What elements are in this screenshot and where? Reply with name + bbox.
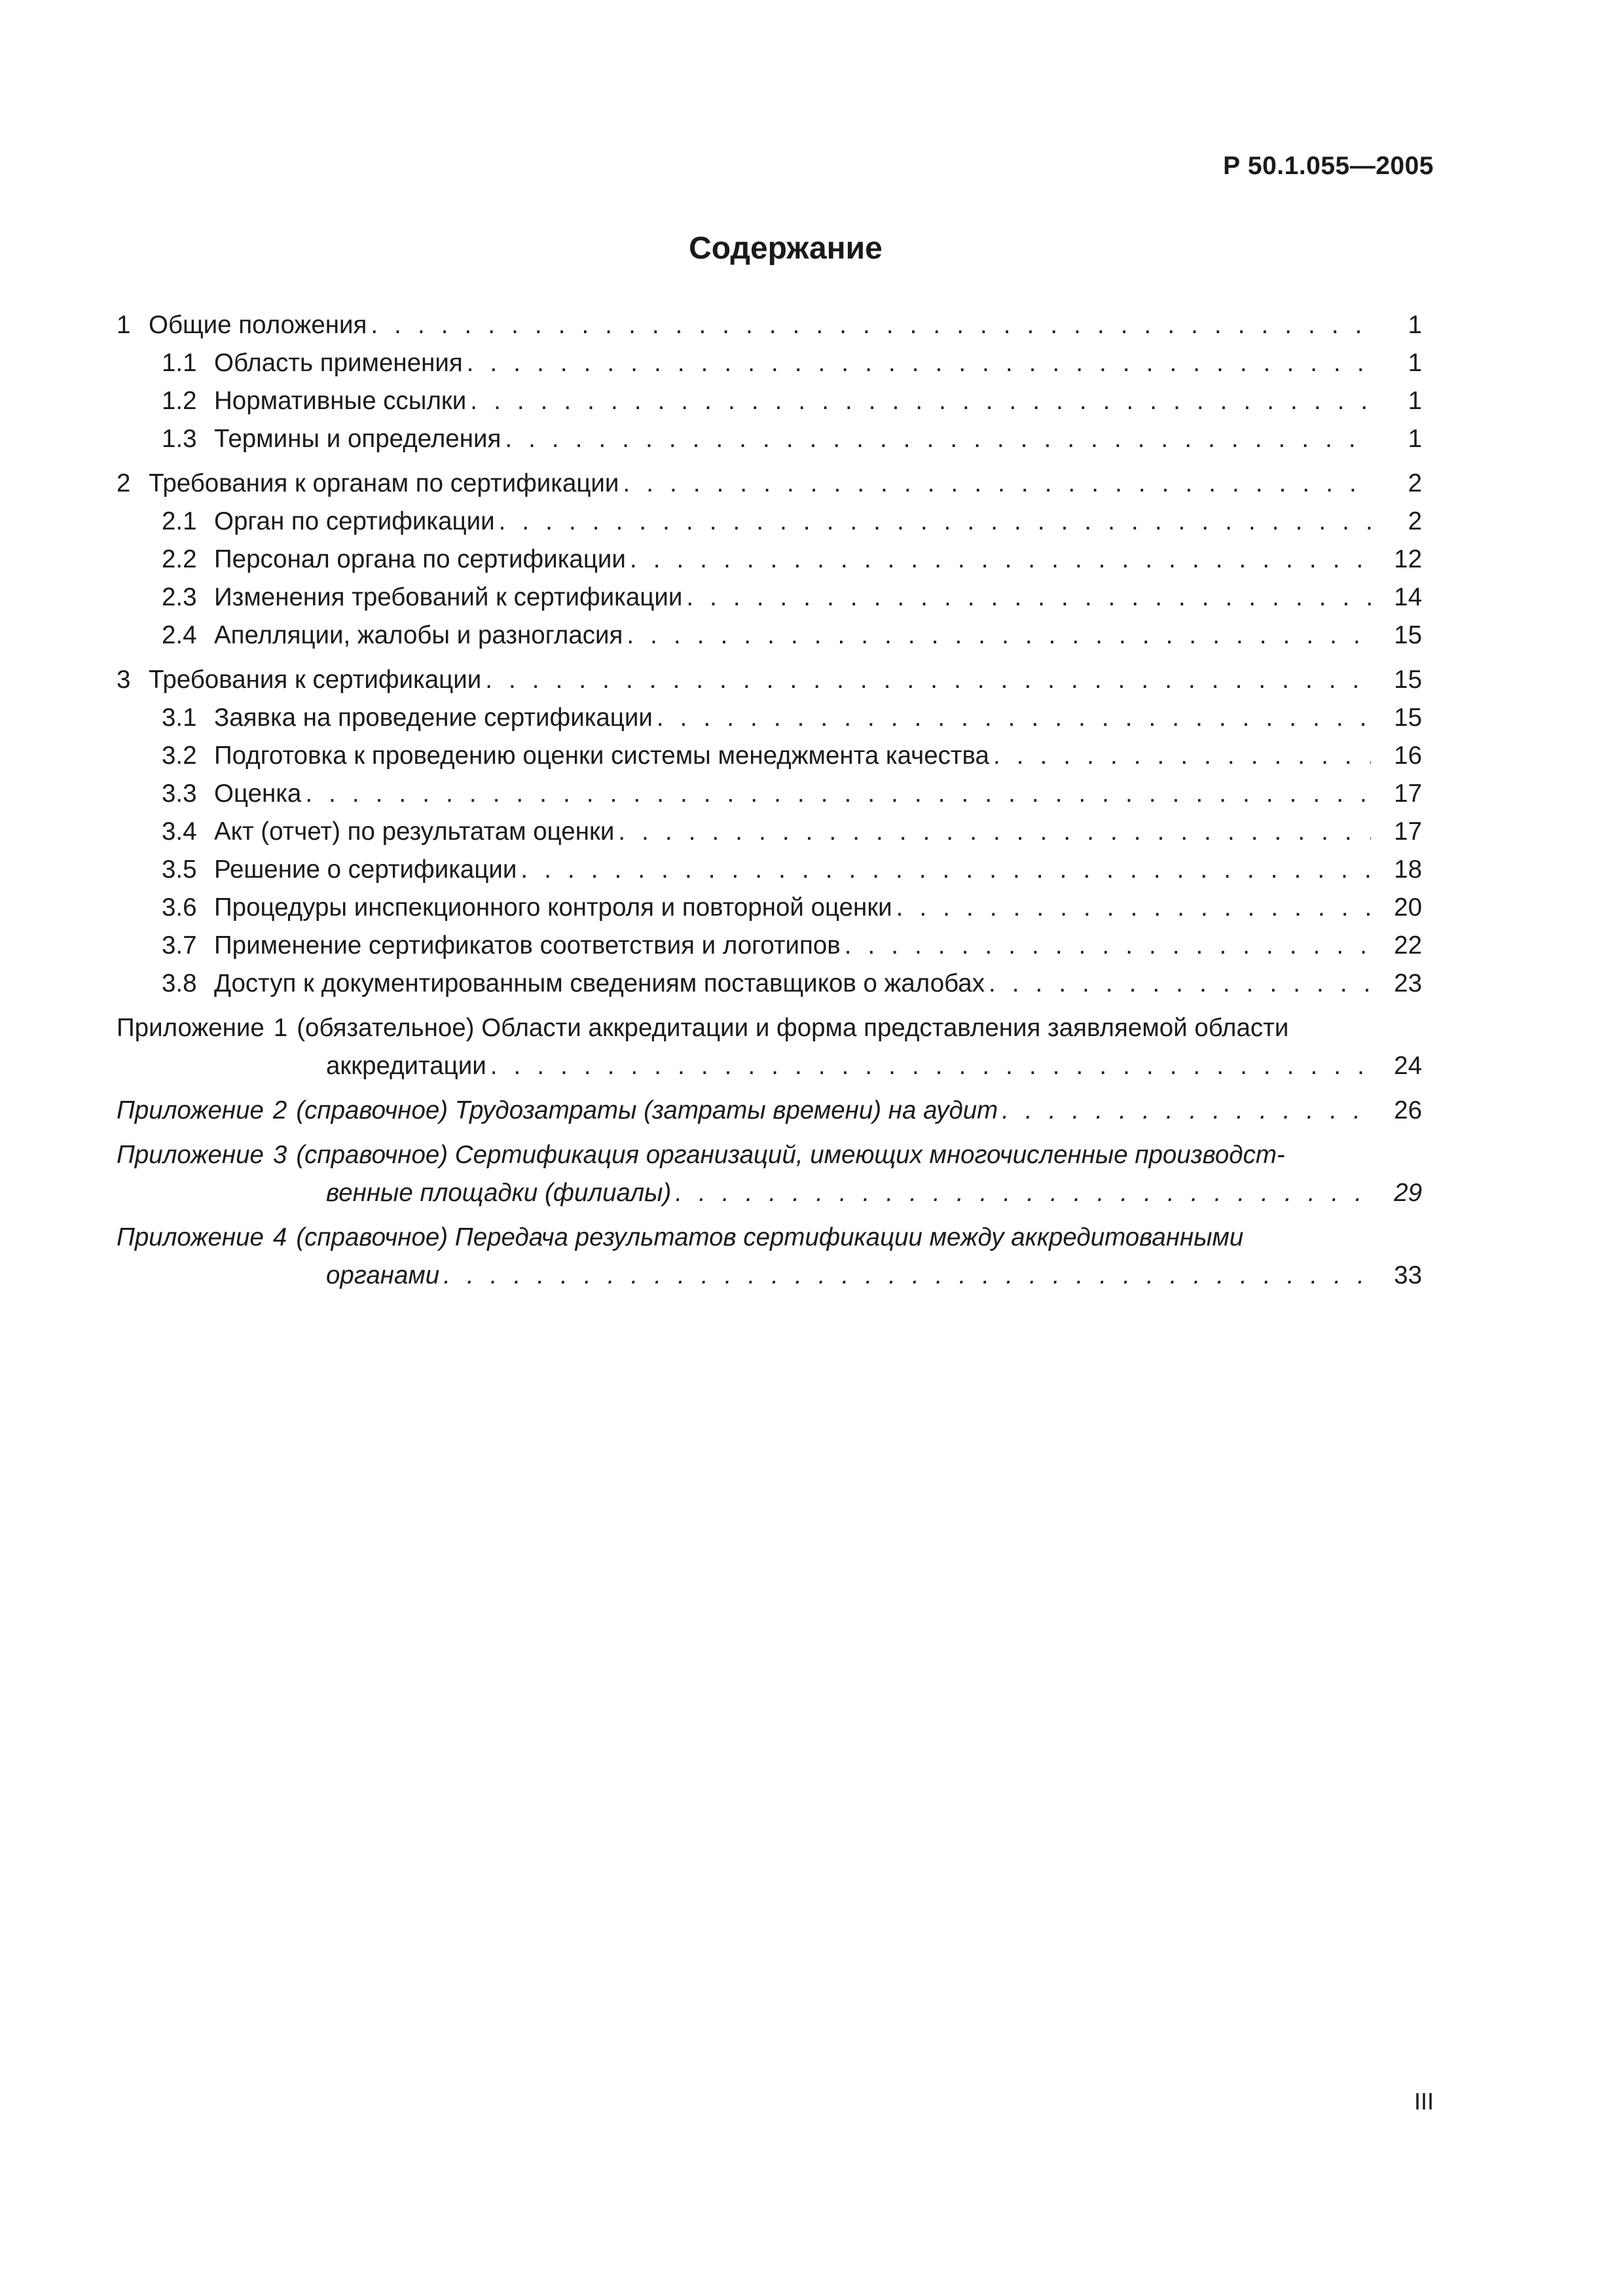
toc-title-text: Акт (отчет) по результатам оценки — [214, 817, 615, 846]
toc-appendix-4[interactable] — [117, 1219, 1422, 1295]
toc-num: 3.2 — [162, 742, 197, 770]
toc-num: 1.1 — [162, 349, 197, 377]
appendix-label: Приложение — [117, 1096, 264, 1124]
toc-page-number: 17 — [1394, 817, 1422, 846]
toc-page-number: 15 — [1394, 621, 1422, 649]
toc-num: 3.6 — [162, 893, 197, 922]
toc-appendix-2[interactable] — [117, 1092, 1422, 1130]
toc-leader-dots — [505, 420, 1371, 458]
appendix-heading-line — [117, 1092, 1422, 1130]
toc-page-number: 1 — [1408, 425, 1422, 453]
toc-page-number: 22 — [1394, 931, 1422, 960]
toc-leader-dots — [485, 661, 1371, 699]
toc-title-text: Подготовка к проведению оценки системы менеджмента качества — [214, 742, 989, 770]
toc-item-3-5[interactable] — [117, 851, 1422, 889]
toc-item-2-3[interactable] — [117, 579, 1422, 617]
table-of-contents — [117, 306, 1422, 1295]
toc-leader-dots — [657, 699, 1371, 737]
toc-num: 3.4 — [162, 817, 197, 846]
toc-leader-dots — [618, 813, 1371, 851]
toc-page-number: 2 — [1408, 469, 1422, 497]
toc-item-3-1[interactable] — [117, 699, 1422, 737]
toc-leader-dots — [305, 775, 1371, 813]
toc-leader-dots — [989, 965, 1371, 1003]
appendix-number: 2 — [272, 1096, 287, 1124]
toc-section-1[interactable] — [117, 306, 1422, 344]
toc-page-number: 12 — [1394, 545, 1422, 573]
appendix-title-line2: органами — [326, 1261, 440, 1289]
toc-title-text: Применение сертификатов соответствия и логотипов — [214, 931, 841, 960]
toc-leader-dots — [686, 579, 1371, 617]
toc-title-text: Оценка — [214, 780, 302, 808]
toc-section-2[interactable] — [117, 465, 1422, 503]
toc-item-2-4[interactable] — [117, 617, 1422, 655]
toc-page-number: 23 — [1394, 969, 1422, 997]
toc-num: 1.2 — [162, 387, 197, 415]
toc-leader-dots — [443, 1257, 1371, 1295]
toc-leader-dots — [467, 344, 1371, 382]
toc-title-text: Орган по сертификации — [214, 507, 495, 535]
toc-page-number: 15 — [1394, 704, 1422, 732]
toc-appendix-3[interactable] — [117, 1136, 1422, 1212]
toc-title-text: Требования к сертификации — [149, 666, 482, 694]
toc-num: 2 — [117, 469, 131, 497]
appendix-heading-line — [117, 1009, 1422, 1047]
toc-title-text: Заявка на проведение сертификации — [214, 704, 653, 732]
toc-item-2-2[interactable] — [117, 541, 1422, 579]
toc-leader-dots — [993, 737, 1371, 775]
appendix-continuation-line — [117, 1257, 1422, 1295]
toc-num: 3.1 — [162, 704, 197, 732]
toc-num: 3.3 — [162, 780, 197, 808]
toc-page-number: 1 — [1408, 349, 1422, 377]
toc-leader-dots — [627, 617, 1371, 655]
toc-appendix-1[interactable] — [117, 1009, 1422, 1085]
toc-title-text: Доступ к документированным сведениям поставщиков о жалобах — [214, 969, 985, 997]
toc-page-number: 1 — [1408, 311, 1422, 339]
toc-title: Содержание — [689, 231, 883, 266]
toc-num: 3 — [117, 666, 131, 694]
toc-leader-dots — [896, 889, 1371, 927]
toc-page-number: 16 — [1394, 742, 1422, 770]
appendix-title-line1: (справочное) Трудозатраты (затраты времени) на аудит — [296, 1096, 998, 1124]
toc-num: 2.2 — [162, 545, 197, 573]
toc-page-number: 18 — [1394, 855, 1422, 884]
toc-num: 3.7 — [162, 931, 197, 960]
toc-leader-dots — [630, 541, 1371, 579]
toc-page-number: 24 — [1394, 1052, 1422, 1080]
toc-title-text: Изменения требований к сертификации — [214, 583, 683, 611]
toc-leader-dots — [1002, 1092, 1371, 1130]
document-code: Р 50.1.055—2005 — [1223, 152, 1434, 180]
toc-leader-dots — [520, 851, 1371, 889]
appendix-heading-line — [117, 1219, 1422, 1257]
toc-title-text: Термины и определения — [214, 425, 501, 453]
toc-item-3-3[interactable] — [117, 775, 1422, 813]
toc-num: 1.3 — [162, 425, 197, 453]
toc-title-text: Общие положения — [149, 311, 367, 339]
toc-title-text: Нормативные ссылки — [214, 387, 467, 415]
appendix-label: Приложение — [117, 1014, 264, 1042]
toc-page-number: 20 — [1394, 893, 1422, 922]
appendix-title-line1: (справочное) Передача результатов сертификации между аккредитованными — [296, 1223, 1244, 1251]
toc-item-3-7[interactable] — [117, 927, 1422, 965]
toc-page-number: 26 — [1394, 1096, 1422, 1124]
appendix-heading — [117, 1092, 998, 1130]
toc-item-3-2[interactable] — [117, 737, 1422, 775]
toc-num: 2.4 — [162, 621, 197, 649]
appendix-number: 4 — [272, 1223, 287, 1251]
appendix-number: 3 — [272, 1141, 287, 1169]
toc-section-3[interactable] — [117, 661, 1422, 699]
appendix-continuation-line — [117, 1174, 1422, 1212]
appendix-title-line1: (обязательное) Области аккредитации и форма представления заявляемой области — [297, 1014, 1289, 1042]
toc-item-3-4[interactable] — [117, 813, 1422, 851]
appendix-continuation-line — [117, 1047, 1422, 1085]
toc-item-3-8[interactable] — [117, 965, 1422, 1003]
toc-title-text: Решение о сертификации — [214, 855, 517, 884]
toc-num: 2.3 — [162, 583, 197, 611]
toc-leader-dots — [470, 382, 1371, 420]
toc-page-number: 33 — [1394, 1261, 1422, 1289]
toc-num: 3.5 — [162, 855, 197, 884]
toc-leader-dots — [490, 1047, 1371, 1085]
toc-item-3-6[interactable] — [117, 889, 1422, 927]
page-number: III — [1413, 2088, 1434, 2115]
toc-num: 2.1 — [162, 507, 197, 535]
toc-page-number: 1 — [1408, 387, 1422, 415]
appendix-title-line1: (справочное) Сертификация организаций, имеющих многочисленные производст- — [296, 1141, 1285, 1169]
toc-item-2-1[interactable] — [117, 503, 1422, 541]
toc-item-1-1[interactable] — [117, 344, 1422, 382]
toc-title-text: Персонал органа по сертификации — [214, 545, 626, 573]
toc-item-1-2[interactable] — [117, 382, 1422, 420]
toc-leader-dots — [675, 1174, 1371, 1212]
toc-title-text: Апелляции, жалобы и разногласия — [214, 621, 623, 649]
toc-num: 1 — [117, 311, 131, 339]
toc-page-number: 14 — [1394, 583, 1422, 611]
appendix-title-line2: аккредитации — [326, 1052, 486, 1080]
toc-title-text: Область применения — [214, 349, 463, 377]
toc-leader-dots — [499, 503, 1371, 541]
toc-title-text: Требования к органам по сертификации — [149, 469, 619, 497]
toc-leader-dots — [371, 306, 1371, 344]
appendix-label: Приложение — [117, 1223, 264, 1251]
toc-item-1-3[interactable] — [117, 420, 1422, 458]
appendix-heading-line — [117, 1136, 1422, 1174]
toc-page-number: 29 — [1394, 1179, 1422, 1207]
appendix-number: 1 — [273, 1014, 288, 1042]
toc-num: 3.8 — [162, 969, 197, 997]
toc-leader-dots — [623, 465, 1371, 503]
toc-page-number: 2 — [1408, 507, 1422, 535]
toc-leader-dots — [845, 927, 1371, 965]
appendix-title-line2: венные площадки (филиалы) — [326, 1179, 672, 1207]
toc-title-text: Процедуры инспекционного контроля и повторной оценки — [214, 893, 892, 922]
toc-page-number: 15 — [1394, 666, 1422, 694]
appendix-label: Приложение — [117, 1141, 264, 1169]
toc-page-number: 17 — [1394, 780, 1422, 808]
